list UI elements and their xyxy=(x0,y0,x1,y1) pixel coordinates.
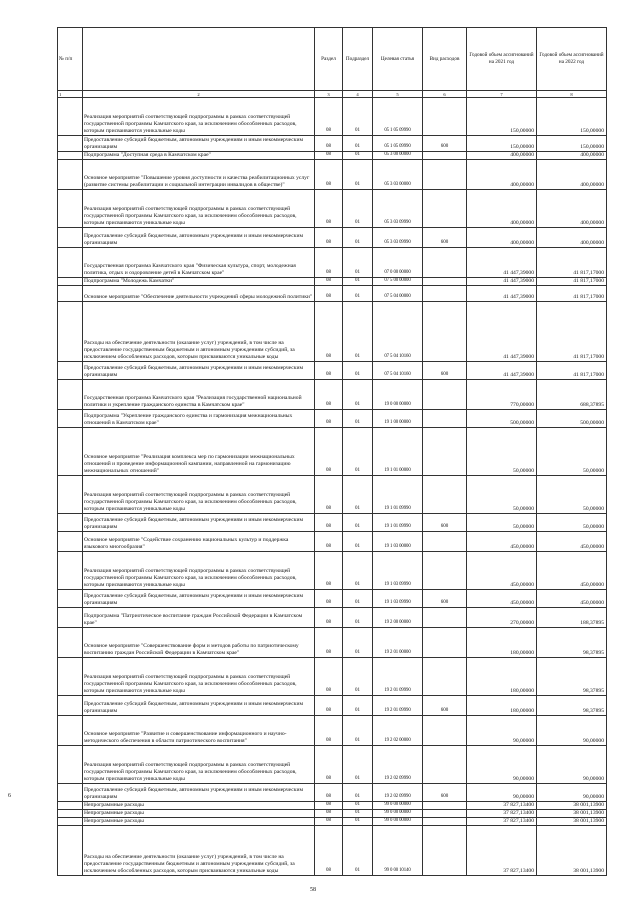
expense-type-cell: 600 xyxy=(423,696,467,716)
col-header-expense-type: Вид расходов xyxy=(423,28,467,91)
podrazdel-cell: 01 xyxy=(343,160,373,190)
num-cell xyxy=(58,532,83,552)
razdel-cell: 08 xyxy=(315,98,343,136)
podrazdel-cell: 01 xyxy=(343,476,373,514)
expense-type-cell xyxy=(423,380,467,410)
amount-2021-cell: 270,00000 xyxy=(467,608,537,628)
amount-2021-cell: 450,00000 xyxy=(467,552,537,590)
num-cell xyxy=(58,826,83,876)
target-article-cell: 05 3 03 00000 xyxy=(373,160,423,190)
podrazdel-cell: 01 xyxy=(343,658,373,696)
amount-2022-cell: 50,00000 xyxy=(537,514,607,532)
col-header-podrazdel: Подраздел xyxy=(343,28,373,91)
table-row xyxy=(58,98,607,136)
amount-2022-cell: 98,37895 xyxy=(537,658,607,696)
table-body xyxy=(58,98,607,876)
col-header-year-2021: Годовой объем ассигнований на 2021 год xyxy=(467,28,537,91)
amount-2021-cell: 37 827,13400 xyxy=(467,810,537,818)
expense-type-cell: 600 xyxy=(423,590,467,608)
table-row xyxy=(58,802,607,810)
amount-2022-cell: 41 817,17000 xyxy=(537,302,607,362)
target-article-cell: 19 2 02 00000 xyxy=(373,716,423,746)
amount-2022-cell: 90,00000 xyxy=(537,746,607,784)
table-row xyxy=(58,810,607,818)
amount-2022-cell: 50,00000 xyxy=(537,428,607,476)
target-article-cell: 19 1 01 00000 xyxy=(373,428,423,476)
podrazdel-cell: 01 xyxy=(343,552,373,590)
amount-2022-cell: 90,00000 xyxy=(537,716,607,746)
razdel-cell: 08 xyxy=(315,476,343,514)
name-cell: Подпрограмма "Патриотическое воспитание граждан Российской Федерации в Камчатском крае" xyxy=(83,608,315,628)
column-number: 5 xyxy=(373,91,423,98)
amount-2021-cell: 41 447,39000 xyxy=(467,362,537,380)
expense-type-cell xyxy=(423,410,467,428)
podrazdel-cell: 01 xyxy=(343,818,373,826)
target-article-cell: 19 1 00 00000 xyxy=(373,410,423,428)
table-row xyxy=(58,532,607,552)
podrazdel-cell: 01 xyxy=(343,514,373,532)
amount-2021-cell: 41 447,39000 xyxy=(467,302,537,362)
expense-type-cell xyxy=(423,428,467,476)
name-cell: Непрограммные расходы xyxy=(83,818,315,826)
amount-2021-cell: 180,00000 xyxy=(467,628,537,658)
amount-2022-cell: 98,37895 xyxy=(537,628,607,658)
target-article-cell: 07 5 04 10160 xyxy=(373,302,423,362)
amount-2022-cell: 38 001,13900 xyxy=(537,802,607,810)
expense-type-cell xyxy=(423,658,467,696)
target-article-cell: 99 0 00 00000 xyxy=(373,810,423,818)
amount-2021-cell: 180,00000 xyxy=(467,658,537,696)
column-number: 3 xyxy=(315,91,343,98)
num-cell xyxy=(58,552,83,590)
name-cell: Реализация мероприятий соответствующей подпрограммы в рамках соответствующей государственной программы Камчатского края, за исключением обособленных расходов, которым присваиваются уникальные коды xyxy=(83,476,315,514)
col-header-year-2022: Годовой объем ассигнований на 2022 год xyxy=(537,28,607,91)
name-cell: Непрограммные расходы xyxy=(83,810,315,818)
amount-2021-cell: 90,00000 xyxy=(467,746,537,784)
razdel-cell: 08 xyxy=(315,302,343,362)
razdel-cell: 08 xyxy=(315,532,343,552)
name-cell: Основное мероприятие "Реализация комплекса мер по гармонизации межнациональных отношений и проведение информационной кампании, направленной на гармонизацию межнациональных отношений" xyxy=(83,428,315,476)
expense-type-cell xyxy=(423,826,467,876)
col-header-razdel: Раздел xyxy=(315,28,343,91)
budget-table xyxy=(57,27,607,876)
podrazdel-cell: 01 xyxy=(343,826,373,876)
amount-2022-cell: 90,00000 xyxy=(537,784,607,802)
podrazdel-cell: 01 xyxy=(343,286,373,302)
name-cell: Расходы на обеспечение деятельности (оказание услуг) учреждений, в том числе на предоставление государственным бюджетным и автономным учреждениям субсидий, за исключением обособленных расходов, которым присваиваются уникальные коды xyxy=(83,826,315,876)
table-row xyxy=(58,136,607,152)
num-cell xyxy=(58,428,83,476)
target-article-cell: 05 3 00 00000 xyxy=(373,152,423,160)
num-cell xyxy=(58,160,83,190)
num-cell xyxy=(58,658,83,696)
amount-2022-cell: 450,00000 xyxy=(537,532,607,552)
podrazdel-cell: 01 xyxy=(343,628,373,658)
expense-type-cell: 600 xyxy=(423,514,467,532)
razdel-cell: 08 xyxy=(315,160,343,190)
num-cell xyxy=(58,608,83,628)
expense-type-cell xyxy=(423,286,467,302)
name-cell: Основное мероприятие "Развитие и совершенствование информационного и научно-методического обеспечения в области патриотического воспитания" xyxy=(83,716,315,746)
amount-2022-cell: 400,00000 xyxy=(537,228,607,248)
table-row xyxy=(58,658,607,696)
target-article-cell: 19 2 01 00000 xyxy=(373,628,423,658)
target-article-cell: 07 5 04 10160 xyxy=(373,362,423,380)
name-cell: Реализация мероприятий соответствующей подпрограммы в рамках соответствующей государственной программы Камчатского края, за исключением обособленных расходов, которым присваиваются уникальные коды xyxy=(83,190,315,228)
target-article-cell: 07 5 00 00000 xyxy=(373,278,423,286)
podrazdel-cell: 01 xyxy=(343,784,373,802)
expense-type-cell xyxy=(423,628,467,658)
razdel-cell: 08 xyxy=(315,826,343,876)
amount-2022-cell: 188,37895 xyxy=(537,608,607,628)
amount-2022-cell: 450,00000 xyxy=(537,552,607,590)
target-article-cell: 19 1 01 09990 xyxy=(373,476,423,514)
table-row xyxy=(58,608,607,628)
name-cell: Реализация мероприятий соответствующей подпрограммы в рамках соответствующей государственной программы Камчатского края, за исключением обособленных расходов, которым присваиваются уникальные коды xyxy=(83,658,315,696)
amount-2022-cell: 38 001,13900 xyxy=(537,826,607,876)
target-article-cell: 19 0 00 00000 xyxy=(373,380,423,410)
num-cell xyxy=(58,784,83,802)
podrazdel-cell: 01 xyxy=(343,278,373,286)
podrazdel-cell: 01 xyxy=(343,428,373,476)
podrazdel-cell: 01 xyxy=(343,248,373,278)
name-cell: Реализация мероприятий соответствующей подпрограммы в рамках соответствующей государственной программы Камчатского края, за исключением обособленных расходов, которым присваиваются уникальные коды xyxy=(83,746,315,784)
num-cell xyxy=(58,410,83,428)
table-row xyxy=(58,696,607,716)
amount-2021-cell: 180,00000 xyxy=(467,696,537,716)
amount-2021-cell: 400,00000 xyxy=(467,160,537,190)
target-article-cell: 19 2 02 09990 xyxy=(373,784,423,802)
podrazdel-cell: 01 xyxy=(343,152,373,160)
amount-2021-cell: 400,00000 xyxy=(467,190,537,228)
expense-type-cell: 600 xyxy=(423,228,467,248)
name-cell: Расходы на обеспечение деятельности (оказание услуг) учреждений, в том числе на предоставление государственным бюджетным и автономным учреждениям субсидий, за исключением обособленных расходов, которым присваиваются уникальные коды xyxy=(83,302,315,362)
razdel-cell: 08 xyxy=(315,228,343,248)
amount-2021-cell: 50,00000 xyxy=(467,476,537,514)
target-article-cell: 19 2 02 09990 xyxy=(373,746,423,784)
num-cell xyxy=(58,476,83,514)
table-row xyxy=(58,552,607,590)
table-row xyxy=(58,362,607,380)
expense-type-cell xyxy=(423,248,467,278)
razdel-cell: 08 xyxy=(315,658,343,696)
table-row xyxy=(58,410,607,428)
target-article-cell: 19 1 03 09990 xyxy=(373,552,423,590)
amount-2022-cell: 150,00000 xyxy=(537,98,607,136)
amount-2022-cell: 688,37895 xyxy=(537,380,607,410)
name-cell: Предоставление субсидий бюджетным, автономным учреждениям и иным некоммерческим организациям xyxy=(83,362,315,380)
expense-type-cell xyxy=(423,746,467,784)
name-cell: Реализация мероприятий соответствующей подпрограммы в рамках соответствующей государственной программы Камчатского края, за исключением обособленных расходов, которым присваиваются уникальные коды xyxy=(83,98,315,136)
num-cell xyxy=(58,362,83,380)
name-cell: Основное мероприятие "Обеспечение деятельности учреждений сферы молодежной политики" xyxy=(83,286,315,302)
target-article-cell: 99 0 00 10140 xyxy=(373,826,423,876)
name-cell: Подпрограмма "Укрепление гражданского единства и гармонизация межнациональных отношений в Камчатском крае" xyxy=(83,410,315,428)
amount-2021-cell: 37 827,13400 xyxy=(467,818,537,826)
target-article-cell: 05 1 05 09990 xyxy=(373,136,423,152)
table-row xyxy=(58,302,607,362)
num-cell xyxy=(58,152,83,160)
expense-type-cell xyxy=(423,716,467,746)
target-article-cell: 19 2 01 09990 xyxy=(373,696,423,716)
razdel-cell: 08 xyxy=(315,190,343,228)
table-row xyxy=(58,818,607,826)
expense-type-cell xyxy=(423,818,467,826)
amount-2021-cell: 37 827,13400 xyxy=(467,802,537,810)
podrazdel-cell: 01 xyxy=(343,190,373,228)
table-row xyxy=(58,746,607,784)
amount-2021-cell: 90,00000 xyxy=(467,784,537,802)
razdel-cell: 08 xyxy=(315,608,343,628)
name-cell: Подпрограмма "Доступная среда в Камчатском крае" xyxy=(83,152,315,160)
target-article-cell: 07 5 04 00000 xyxy=(373,286,423,302)
podrazdel-cell: 01 xyxy=(343,590,373,608)
expense-type-cell: 600 xyxy=(423,136,467,152)
podrazdel-cell: 01 xyxy=(343,608,373,628)
podrazdel-cell: 01 xyxy=(343,746,373,784)
expense-type-cell xyxy=(423,160,467,190)
amount-2022-cell: 50,00000 xyxy=(537,476,607,514)
podrazdel-cell: 01 xyxy=(343,696,373,716)
amount-2022-cell: 41 817,17000 xyxy=(537,248,607,278)
expense-type-cell xyxy=(423,552,467,590)
podrazdel-cell: 01 xyxy=(343,98,373,136)
table-row xyxy=(58,784,607,802)
table-row xyxy=(58,228,607,248)
page-number: 58 xyxy=(310,887,316,893)
razdel-cell: 08 xyxy=(315,590,343,608)
table-row xyxy=(58,278,607,286)
amount-2021-cell: 400,00000 xyxy=(467,228,537,248)
razdel-cell: 08 xyxy=(315,716,343,746)
num-cell xyxy=(58,286,83,302)
name-cell: Предоставление субсидий бюджетным, автономным учреждениям и иным некоммерческим организациям xyxy=(83,784,315,802)
amount-2021-cell: 150,00000 xyxy=(467,98,537,136)
razdel-cell: 08 xyxy=(315,152,343,160)
col-header-num: № п/п xyxy=(58,28,83,91)
razdel-cell: 08 xyxy=(315,746,343,784)
expense-type-cell xyxy=(423,608,467,628)
expense-type-cell xyxy=(423,98,467,136)
target-article-cell: 05 3 03 09990 xyxy=(373,228,423,248)
num-cell xyxy=(58,514,83,532)
amount-2021-cell: 37 827,13400 xyxy=(467,826,537,876)
col-header-target-article: Целевая статья xyxy=(373,28,423,91)
table-row xyxy=(58,514,607,532)
amount-2022-cell: 400,00000 xyxy=(537,160,607,190)
razdel-cell: 08 xyxy=(315,696,343,716)
razdel-cell: 08 xyxy=(315,514,343,532)
num-cell xyxy=(58,380,83,410)
amount-2021-cell: 41 447,39000 xyxy=(467,278,537,286)
target-article-cell: 19 2 00 00000 xyxy=(373,608,423,628)
amount-2022-cell: 38 001,13900 xyxy=(537,810,607,818)
podrazdel-cell: 01 xyxy=(343,362,373,380)
razdel-cell: 08 xyxy=(315,428,343,476)
razdel-cell: 08 xyxy=(315,380,343,410)
table-row xyxy=(58,476,607,514)
podrazdel-cell: 01 xyxy=(343,302,373,362)
name-cell: Основное мероприятие "Содействие сохранению национальных культур и поддержка языкового многообразия" xyxy=(83,532,315,552)
amount-2022-cell: 500,00000 xyxy=(537,410,607,428)
num-cell xyxy=(58,628,83,658)
table-row xyxy=(58,428,607,476)
amount-2021-cell: 41 447,39000 xyxy=(467,248,537,278)
table-row xyxy=(58,380,607,410)
amount-2022-cell: 400,00000 xyxy=(537,152,607,160)
expense-type-cell xyxy=(423,802,467,810)
razdel-cell: 08 xyxy=(315,818,343,826)
name-cell: Предоставление субсидий бюджетным, автономным учреждениям и иным некоммерческим организациям xyxy=(83,228,315,248)
num-cell xyxy=(58,696,83,716)
amount-2021-cell: 150,00000 xyxy=(467,136,537,152)
column-number: 6 xyxy=(423,91,467,98)
razdel-cell: 08 xyxy=(315,552,343,590)
num-cell xyxy=(58,802,83,810)
podrazdel-cell: 01 xyxy=(343,532,373,552)
column-number: 7 xyxy=(467,91,537,98)
amount-2022-cell: 450,00000 xyxy=(537,590,607,608)
table-row xyxy=(58,152,607,160)
num-cell xyxy=(58,302,83,362)
table-row xyxy=(58,248,607,278)
amount-2021-cell: 450,00000 xyxy=(467,590,537,608)
target-article-cell: 19 1 01 09990 xyxy=(373,514,423,532)
razdel-cell: 08 xyxy=(315,410,343,428)
expense-type-cell xyxy=(423,476,467,514)
expense-type-cell xyxy=(423,152,467,160)
amount-2021-cell: 90,00000 xyxy=(467,716,537,746)
num-cell xyxy=(58,716,83,746)
razdel-cell: 08 xyxy=(315,136,343,152)
table-row xyxy=(58,826,607,876)
podrazdel-cell: 01 xyxy=(343,136,373,152)
target-article-cell: 19 1 03 09990 xyxy=(373,590,423,608)
name-cell: Предоставление субсидий бюджетным, автономным учреждениям и иным некоммерческим организациям xyxy=(83,136,315,152)
target-article-cell: 05 1 05 09990 xyxy=(373,98,423,136)
name-cell: Предоставление субсидий бюджетным, автономным учреждениям и иным некоммерческим организациям xyxy=(83,696,315,716)
amount-2022-cell: 98,37895 xyxy=(537,696,607,716)
num-cell xyxy=(58,810,83,818)
razdel-cell: 08 xyxy=(315,802,343,810)
expense-type-cell xyxy=(423,278,467,286)
name-cell: Основное мероприятие "Совершенствование форм и методов работы по патриотическому воспитанию граждан Российской Федерации в Камчатском крае" xyxy=(83,628,315,658)
podrazdel-cell: 01 xyxy=(343,810,373,818)
amount-2021-cell: 50,00000 xyxy=(467,514,537,532)
num-cell xyxy=(58,746,83,784)
expense-type-cell xyxy=(423,810,467,818)
expense-type-cell xyxy=(423,532,467,552)
amount-2021-cell: 450,00000 xyxy=(467,532,537,552)
name-cell: Предоставление субсидий бюджетным, автономным учреждениям и иным некоммерческим организациям xyxy=(83,514,315,532)
table-row xyxy=(58,716,607,746)
column-number: 1 xyxy=(58,91,83,98)
amount-2021-cell: 770,00000 xyxy=(467,380,537,410)
table-row xyxy=(58,160,607,190)
podrazdel-cell: 01 xyxy=(343,716,373,746)
num-cell xyxy=(58,248,83,278)
expense-type-cell xyxy=(423,302,467,362)
num-cell xyxy=(58,98,83,136)
amount-2021-cell: 400,00000 xyxy=(467,152,537,160)
num-cell xyxy=(58,818,83,826)
num-cell xyxy=(58,190,83,228)
target-article-cell: 99 0 00 00000 xyxy=(373,818,423,826)
amount-2021-cell: 50,00000 xyxy=(467,428,537,476)
target-article-cell: 19 2 01 09990 xyxy=(373,658,423,696)
table-row xyxy=(58,628,607,658)
column-number: 4 xyxy=(343,91,373,98)
amount-2022-cell: 400,00000 xyxy=(537,190,607,228)
razdel-cell: 08 xyxy=(315,286,343,302)
name-cell: Государственная программа Камчатского края "Реализация государственной национальной политики и укрепление гражданского единства в Камчатском крае" xyxy=(83,380,315,410)
expense-type-cell xyxy=(423,190,467,228)
table-row xyxy=(58,190,607,228)
amount-2022-cell: 41 817,17000 xyxy=(537,278,607,286)
razdel-cell: 08 xyxy=(315,784,343,802)
column-number: 2 xyxy=(83,91,315,98)
num-cell xyxy=(58,228,83,248)
col-header-name xyxy=(83,28,315,91)
name-cell: Непрограммные расходы xyxy=(83,802,315,810)
column-number: 8 xyxy=(537,91,607,98)
target-article-cell: 19 1 03 00000 xyxy=(373,532,423,552)
expense-type-cell: 600 xyxy=(423,362,467,380)
podrazdel-cell: 01 xyxy=(343,802,373,810)
razdel-cell: 08 xyxy=(315,810,343,818)
expense-type-cell: 600 xyxy=(423,784,467,802)
name-cell: Реализация мероприятий соответствующей подпрограммы в рамках соответствующей государственной программы Камчатского края, за исключением обособленных расходов, которым присваиваются уникальные коды xyxy=(83,552,315,590)
amount-2021-cell: 41 447,39000 xyxy=(467,286,537,302)
target-article-cell: 99 0 00 00000 xyxy=(373,802,423,810)
target-article-cell: 05 3 03 09990 xyxy=(373,190,423,228)
amount-2021-cell: 500,00000 xyxy=(467,410,537,428)
table-row xyxy=(58,590,607,608)
podrazdel-cell: 01 xyxy=(343,410,373,428)
razdel-cell: 08 xyxy=(315,248,343,278)
table-row xyxy=(58,286,607,302)
name-cell: Государственная программа Камчатского края "Физическая культура, спорт, молодежная политика, отдых и оздоровление детей в Камчатском крае" xyxy=(83,248,315,278)
name-cell: Основное мероприятие "Повышение уровня доступности и качества реабилитационных услуг (развитие системы реабилитации и социальной интеграции инвалидов в обществе)" xyxy=(83,160,315,190)
num-cell xyxy=(58,278,83,286)
podrazdel-cell: 01 xyxy=(343,380,373,410)
name-cell: Предоставление субсидий бюджетным, автономным учреждениям и иным некоммерческим организациям xyxy=(83,590,315,608)
name-cell: Подпрограмма "Молодежь Камчатки" xyxy=(83,278,315,286)
table-header-row xyxy=(58,28,607,91)
num-cell xyxy=(58,136,83,152)
amount-2022-cell: 38 001,13900 xyxy=(537,818,607,826)
razdel-cell: 08 xyxy=(315,628,343,658)
amount-2022-cell: 41 817,17000 xyxy=(537,362,607,380)
amount-2022-cell: 150,00000 xyxy=(537,136,607,152)
amount-2022-cell: 41 817,17000 xyxy=(537,286,607,302)
target-article-cell: 07 0 00 00000 xyxy=(373,248,423,278)
podrazdel-cell: 01 xyxy=(343,228,373,248)
num-cell xyxy=(58,590,83,608)
razdel-cell: 08 xyxy=(315,278,343,286)
column-numbers-row xyxy=(58,91,607,98)
razdel-cell: 08 xyxy=(315,362,343,380)
margin-mark: 6 xyxy=(8,793,11,799)
